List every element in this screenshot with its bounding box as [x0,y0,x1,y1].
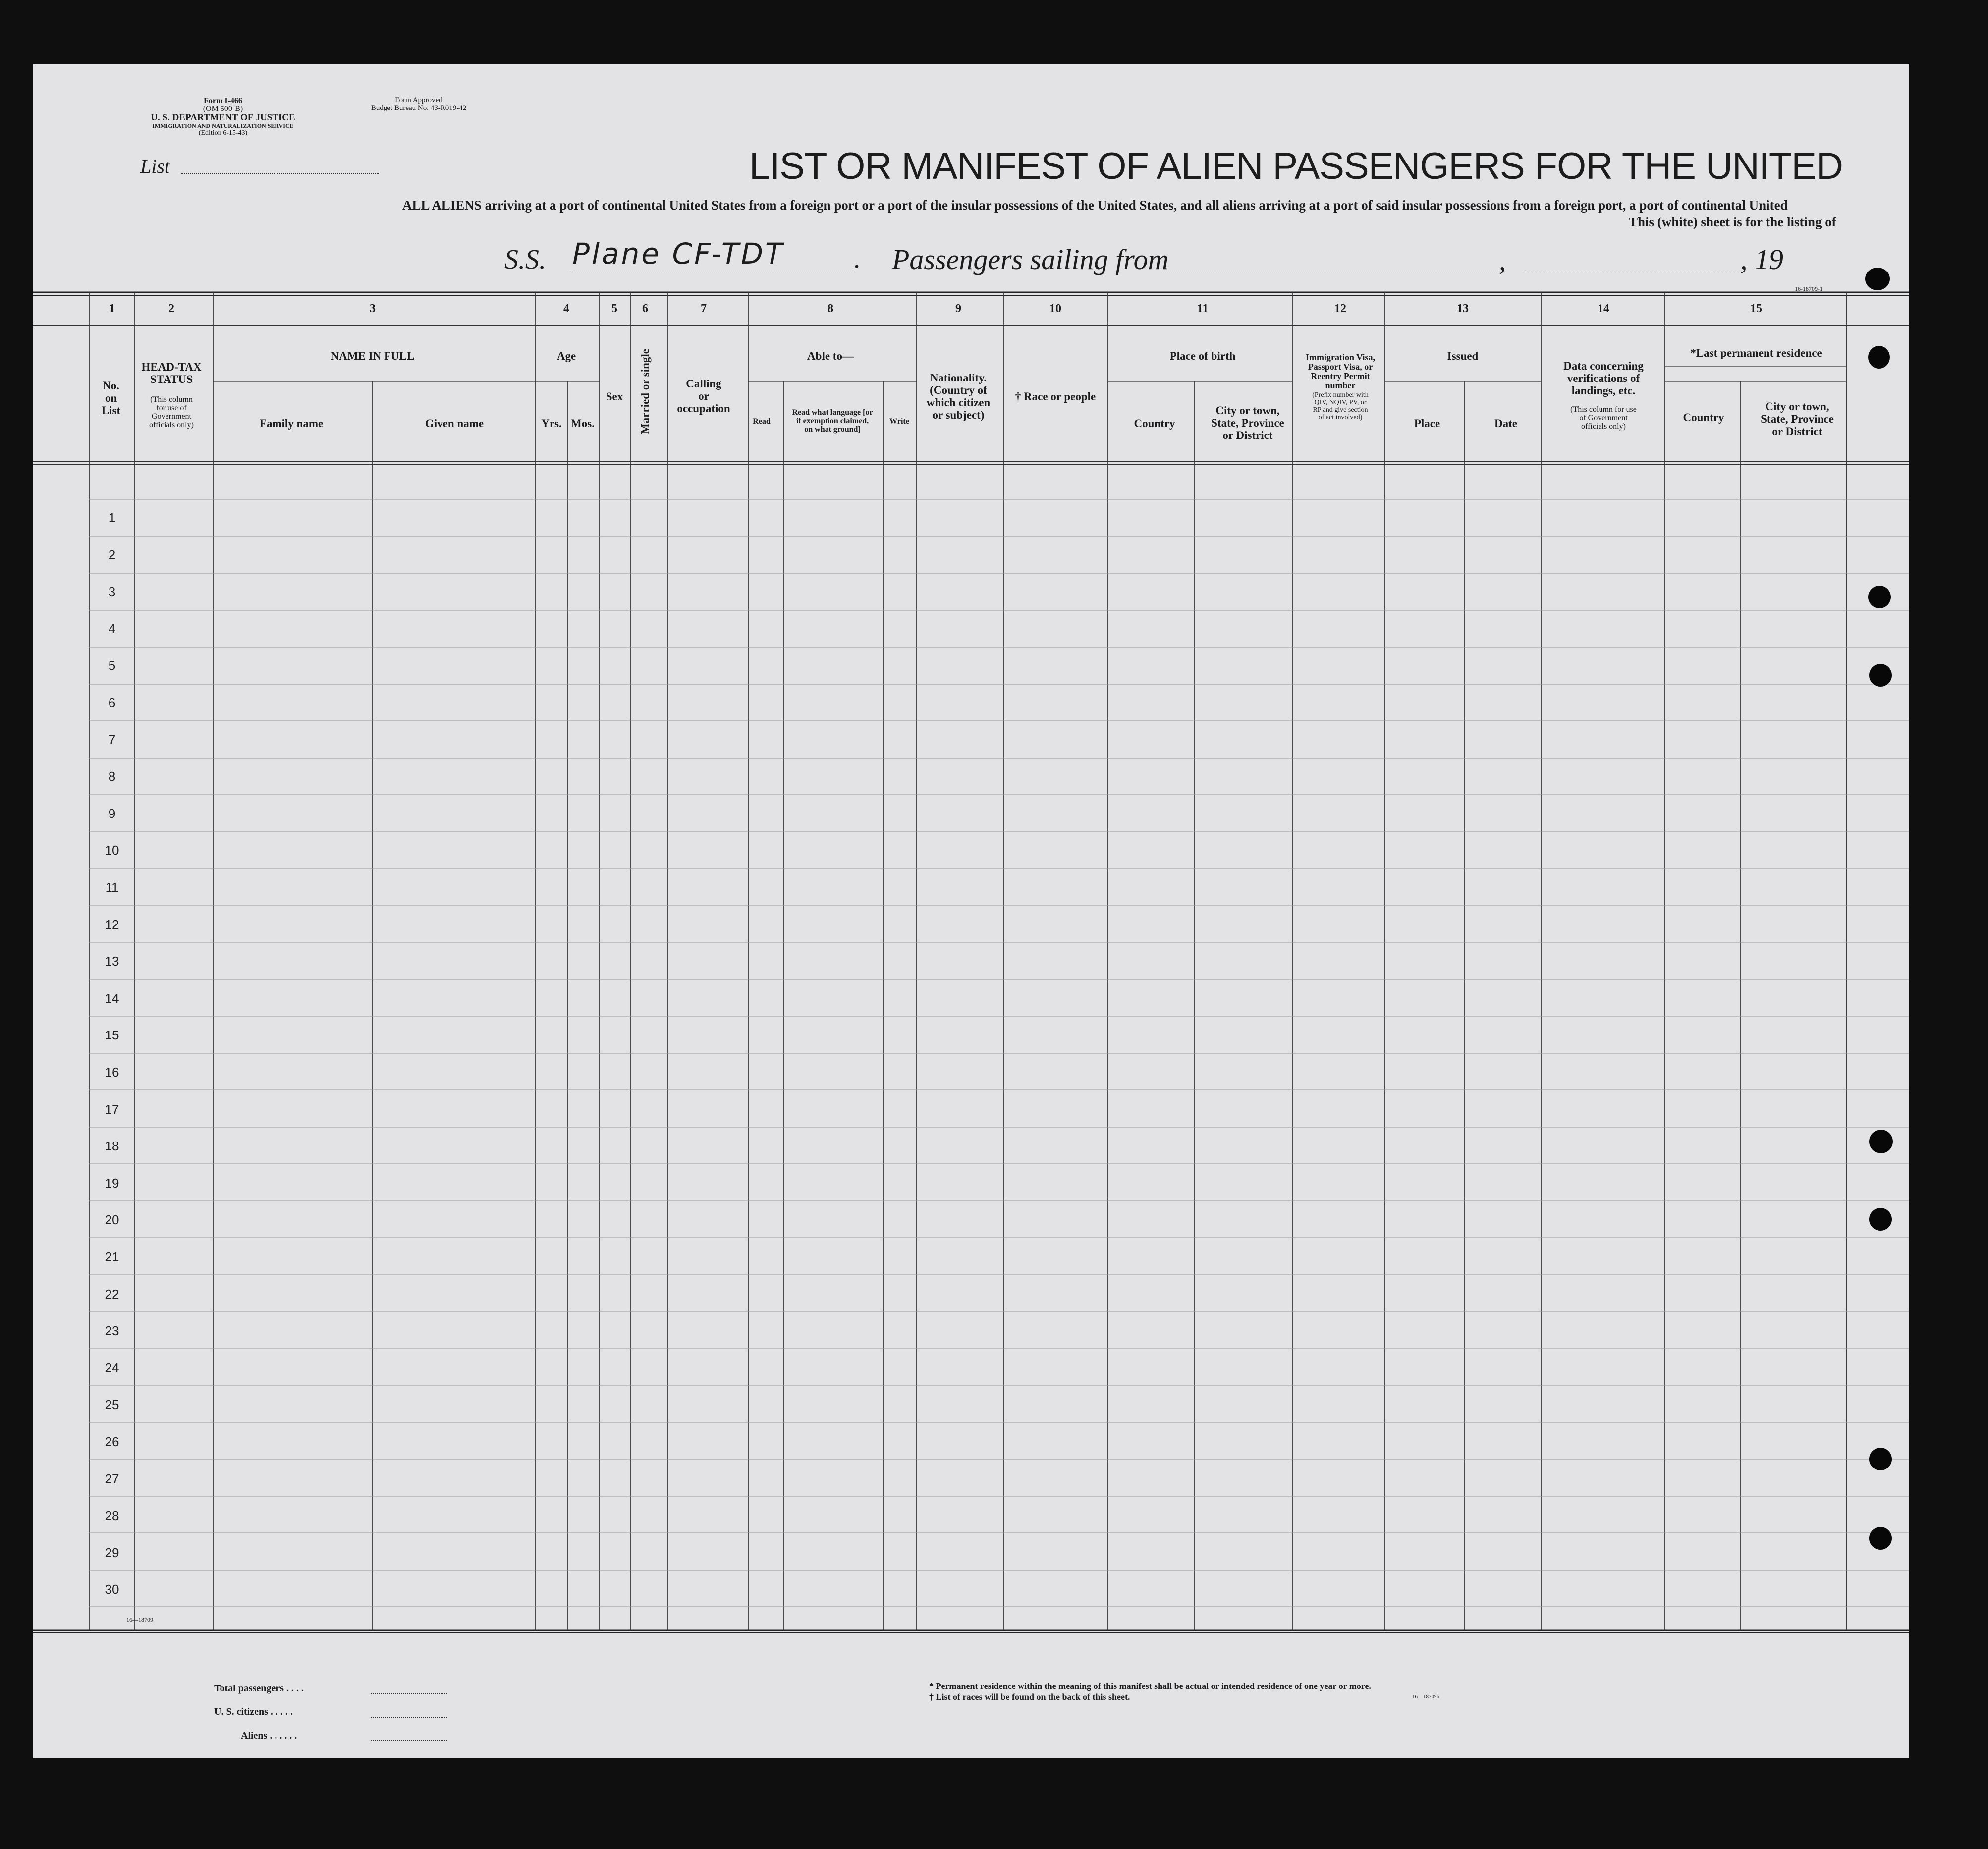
row-number: 13 [105,954,119,969]
able-to-header: Able to— [807,350,854,362]
read-language-header: Read what language [or if exemption claimed, on what ground] [792,408,873,434]
row-number: 4 [108,621,116,636]
family-name-header: Family name [259,417,324,430]
row-number: 29 [105,1545,119,1560]
vessel-prefix: S.S. [504,244,546,275]
last-residence-header: *Last permanent residence [1690,347,1822,359]
year-label: , 19 [1740,243,1783,275]
footnote-residence: * Permanent residence within the meaning of this manifest shall be actual or intended residence of one year or more. [929,1681,1371,1691]
column-number: 13 [1457,302,1469,315]
row-number: 10 [105,843,119,858]
page-title: LIST OR MANIFEST OF ALIEN PASSENGERS FOR THE UNITED [749,145,1843,187]
age-header: Age [556,350,576,362]
birth-city-header: City or town, State, Province or District [1211,404,1284,441]
data-concerning-header: Data concerning verifications of landings, etc. [1563,360,1644,397]
given-name-header: Given name [425,417,484,430]
nationality-header: Nationality. (Country of which citizen or subject) [926,372,991,421]
row-number: 6 [108,695,116,710]
instructions-line-2: This (white) sheet is for the listing of [1629,215,1836,229]
budget-bureau: Budget Bureau No. 43-R019-42 [371,104,467,112]
column-number: 8 [828,302,833,315]
data-concerning-note: (This column for use of Government officials only) [1570,405,1637,431]
no-on-list-header: No. on List [101,380,121,417]
form-code-bottom: 16—18709 [126,1616,153,1623]
row-number: 5 [108,658,116,673]
column-number: 5 [611,302,617,315]
punch-hole [1868,586,1891,608]
row-number: 2 [108,547,116,562]
punch-hole [1868,346,1890,369]
us-citizens-label: U. S. citizens . . . . . [214,1706,293,1717]
column-number: 14 [1598,302,1609,315]
column-number: 9 [955,302,961,315]
department-name: U. S. DEPARTMENT OF JUSTICE [151,112,295,123]
married-header: Married or single [639,348,652,435]
form-approved: Form Approved [395,96,442,104]
row-number: 23 [105,1323,119,1338]
row-number: 15 [105,1028,119,1042]
row-number: 1 [108,510,116,525]
sex-header: Sex [606,390,623,403]
column-number: 11 [1197,302,1209,315]
head-tax-note: (This column for use of Government officials only) [149,395,194,429]
sailing-from-label: Passengers sailing from [892,243,1169,275]
issued-date-header: Date [1494,417,1517,430]
residence-country-header: Country [1683,411,1724,424]
row-number: 19 [105,1176,119,1191]
row-number: 20 [105,1212,119,1227]
row-number: 9 [108,806,116,821]
punch-hole [1869,1527,1892,1550]
row-number: 28 [105,1508,119,1523]
list-label: List [140,155,170,177]
issued-header: Issued [1447,350,1479,362]
row-number: 21 [105,1250,119,1264]
row-number: 22 [105,1287,119,1302]
aliens-label: Aliens . . . . . . [241,1730,297,1741]
column-number: 4 [563,302,569,315]
row-number: 8 [108,769,116,784]
punch-hole [1869,1130,1893,1153]
row-number: 27 [105,1471,119,1486]
race-header: † Race or people [1015,390,1096,403]
us-citizens-field[interactable] [371,1717,447,1718]
total-passengers-field[interactable] [371,1693,447,1694]
place-of-birth-header: Place of birth [1169,350,1236,362]
row-number: 17 [105,1102,119,1117]
row-number: 16 [105,1065,119,1080]
vessel-period: . [853,243,860,274]
age-months-header: Mos. [571,417,595,430]
row-number: 3 [108,584,116,599]
form-code-top: 16-18709-1 [1795,285,1822,292]
read-header: Read [753,417,771,426]
column-number: 12 [1334,302,1346,315]
residence-city-header: City or town, State, Province or District [1761,400,1834,437]
row-number: 11 [105,880,119,895]
vessel-name[interactable]: Plane CF-TDT [572,237,785,271]
head-tax-header: HEAD-TAX STATUS [141,361,202,385]
instructions-line-1: ALL ALIENS arriving at a port of continental United States from a foreign port or a port of the insular possessions of the United States, and all aliens arriving at a port of said insular possessions from a foreign port, a port of continental United [402,198,1788,213]
column-number: 10 [1049,302,1061,315]
form-number: Form I-466 [204,97,242,105]
row-number: 26 [105,1434,119,1449]
service-name: IMMIGRATION AND NATURALIZATION SERVICE [152,122,294,129]
punch-hole [1869,664,1892,687]
punch-hole [1869,1208,1892,1231]
form-edition: (Edition 6-15-43) [198,129,248,137]
punch-hole [1865,268,1890,290]
form-omb: (OM 500-B) [203,105,243,113]
issued-place-header: Place [1414,417,1440,430]
total-passengers-label: Total passengers . . . . [214,1683,304,1694]
visa-note: (Prefix number with QIV, NQIV, PV, or RP and give section of act involved) [1312,391,1369,421]
column-number: 15 [1750,302,1762,315]
age-years-header: Yrs. [541,417,562,430]
column-number: 3 [370,302,376,315]
row-number: 12 [105,917,119,932]
visa-header: Immigration Visa, Passport Visa, or Reentry Permit number [1305,352,1376,390]
list-number-field[interactable] [181,173,379,174]
birth-country-header: Country [1134,417,1175,430]
row-number: 7 [108,732,116,747]
row-number: 30 [105,1582,119,1597]
punch-hole [1869,1448,1892,1470]
row-number: 14 [105,991,119,1006]
write-header: Write [889,417,909,426]
column-number: 1 [109,302,115,315]
column-number: 6 [642,302,648,315]
row-number: 24 [105,1360,119,1375]
column-number: 2 [168,302,174,315]
row-number: 25 [105,1397,119,1412]
name-in-full-header: NAME IN FULL [331,350,415,362]
row-number: 18 [105,1139,119,1153]
column-number: 7 [701,302,707,315]
aliens-field[interactable] [371,1740,447,1741]
footnote-races: † List of races will be found on the back of this sheet. [929,1692,1130,1702]
footnote-code: 16—18709b [1412,1694,1439,1700]
calling-header: Calling or occupation [677,378,730,415]
